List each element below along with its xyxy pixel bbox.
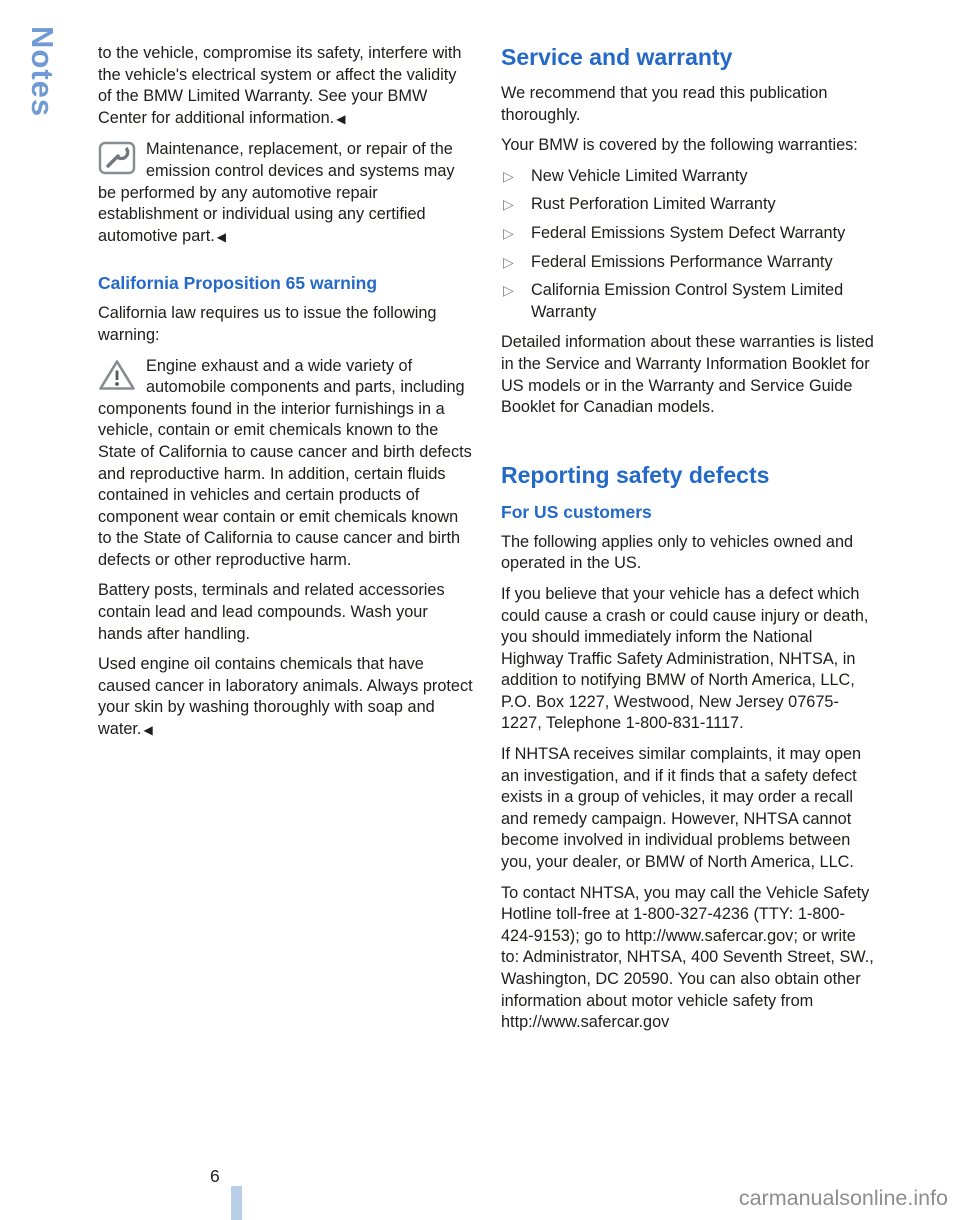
- footer-accent-bar: [231, 1186, 242, 1220]
- defects-paragraph-3: If NHTSA receives similar complaints, it may open an investigation, and if it finds that a safety defect exists in a group of vehicles, it may order a recall and remedy campaign. However, NHTSA cannot become involved in individual problems between you, your dealer, or BMW of North America, LLC.: [501, 745, 862, 872]
- paragraph-text: Used engine oil contains chemicals that have caused cancer in laboratory animals. Always protect your skin by washing thoroughly with soap and water.: [98, 655, 473, 739]
- wrench-icon: [98, 141, 136, 175]
- maintenance-note-paragraph: [98, 139, 474, 248]
- service-paragraph-1: We recommend that you read this publication thoroughly.: [501, 84, 828, 124]
- service-paragraph-3: Detailed information about these warranties is listed in the Service and Warranty Information Booklet for US models or in the Warranty and Service Guide Booklet for Canadian models.: [501, 333, 874, 417]
- warranty-list: [501, 166, 877, 324]
- service-paragraph-2: Your BMW is covered by the following warranties:: [501, 136, 858, 155]
- list-arrow-icon: ▷: [503, 282, 514, 299]
- paragraph-text: Engine exhaust and a wide variety of automobile components and parts, including components found in the interior furnishings in a vehicle, contain or emit chemicals known to the State of California to cause cancer and birth defects and reproductive harm. In addition, certain fluids contained in vehicles and certain products of component wear contain or emit chemicals known to the State of California to cause cancer and birth defects or other reproductive harm.: [98, 356, 472, 569]
- defects-paragraph-4: To contact NHTSA, you may call the Vehicle Safety Hotline toll-free at 1-800-327-4236 (TTY: 1-800-424-9153); go to http://www.safercar.gov; or write to: Administrator, NHTSA, 400 Seventh Street, SW., Washington, DC 20590. You can also obtain other information about motor vehicle safety from http://www.safercar.gov: [501, 883, 874, 1032]
- section-end-icon: ◀: [143, 723, 153, 738]
- intro-paragraph: [98, 43, 474, 130]
- page-number: 6: [210, 1166, 220, 1186]
- list-item: [501, 194, 877, 216]
- defects-paragraph-1: The following applies only to vehicles owned and operated in the US.: [501, 532, 854, 573]
- section-end-icon: ◀: [216, 229, 226, 244]
- paragraph-text: Maintenance, replacement, or repair of the emission control devices and systems may be performed by any automotive repair establishment or individual using any certified automotive part.: [98, 140, 455, 245]
- engine-oil-paragraph: [98, 654, 474, 741]
- prop65-intro-paragraph: California law requires us to issue the following warning:: [98, 304, 437, 344]
- heading-for-us-customers: For US customers: [501, 501, 652, 522]
- list-item: [501, 223, 877, 245]
- heading-service-and-warranty: Service and warranty: [501, 44, 733, 70]
- list-arrow-icon: ▷: [503, 224, 514, 241]
- list-arrow-icon: ▷: [503, 196, 514, 213]
- sidebar-chapter-label: Notes: [25, 26, 60, 118]
- list-arrow-icon: ▷: [503, 167, 514, 184]
- battery-paragraph: Battery posts, terminals and related accessories contain lead and lead compounds. Wash your hands after handling.: [98, 581, 445, 643]
- list-item: [501, 252, 877, 274]
- paragraph-text: to the vehicle, compromise its safety, interfere with the vehicle's electrical system or affect the validity of the BMW Limited Warranty. See your BMW Center for additional information.: [98, 44, 462, 127]
- watermark: carmanualsonline.info: [738, 1186, 948, 1210]
- section-end-icon: ◀: [336, 111, 346, 126]
- list-item-label: New Vehicle Limited Warranty: [531, 166, 748, 185]
- right-column: [501, 43, 877, 1043]
- heading-california-prop65: California Proposition 65 warning: [98, 273, 378, 294]
- warning-triangle-icon: [98, 358, 136, 392]
- list-item: [501, 166, 877, 188]
- heading-reporting-safety-defects: Reporting safety defects: [501, 461, 770, 488]
- list-item-label: Federal Emissions Performance Warranty: [531, 252, 833, 271]
- prop65-warning-paragraph: [98, 356, 474, 572]
- left-column: [98, 43, 474, 751]
- defects-paragraph-2: If you believe that your vehicle has a defect which could cause a crash or could cause injury or death, you should immediately inform the National Highway Traffic Safety Administration, NHTSA, in addition to notifying BMW of North America, LLC, P.O. Box 1227, Westwood, New Jersey 07675-1227, Telephone 1-800-831-1117.: [501, 584, 869, 733]
- list-item-label: Federal Emissions System Defect Warranty: [531, 223, 846, 242]
- list-arrow-icon: ▷: [503, 253, 514, 270]
- list-item: [501, 280, 877, 323]
- list-item-label: California Emission Control System Limited Warranty: [531, 281, 844, 321]
- list-item-label: Rust Perforation Limited Warranty: [531, 195, 776, 214]
